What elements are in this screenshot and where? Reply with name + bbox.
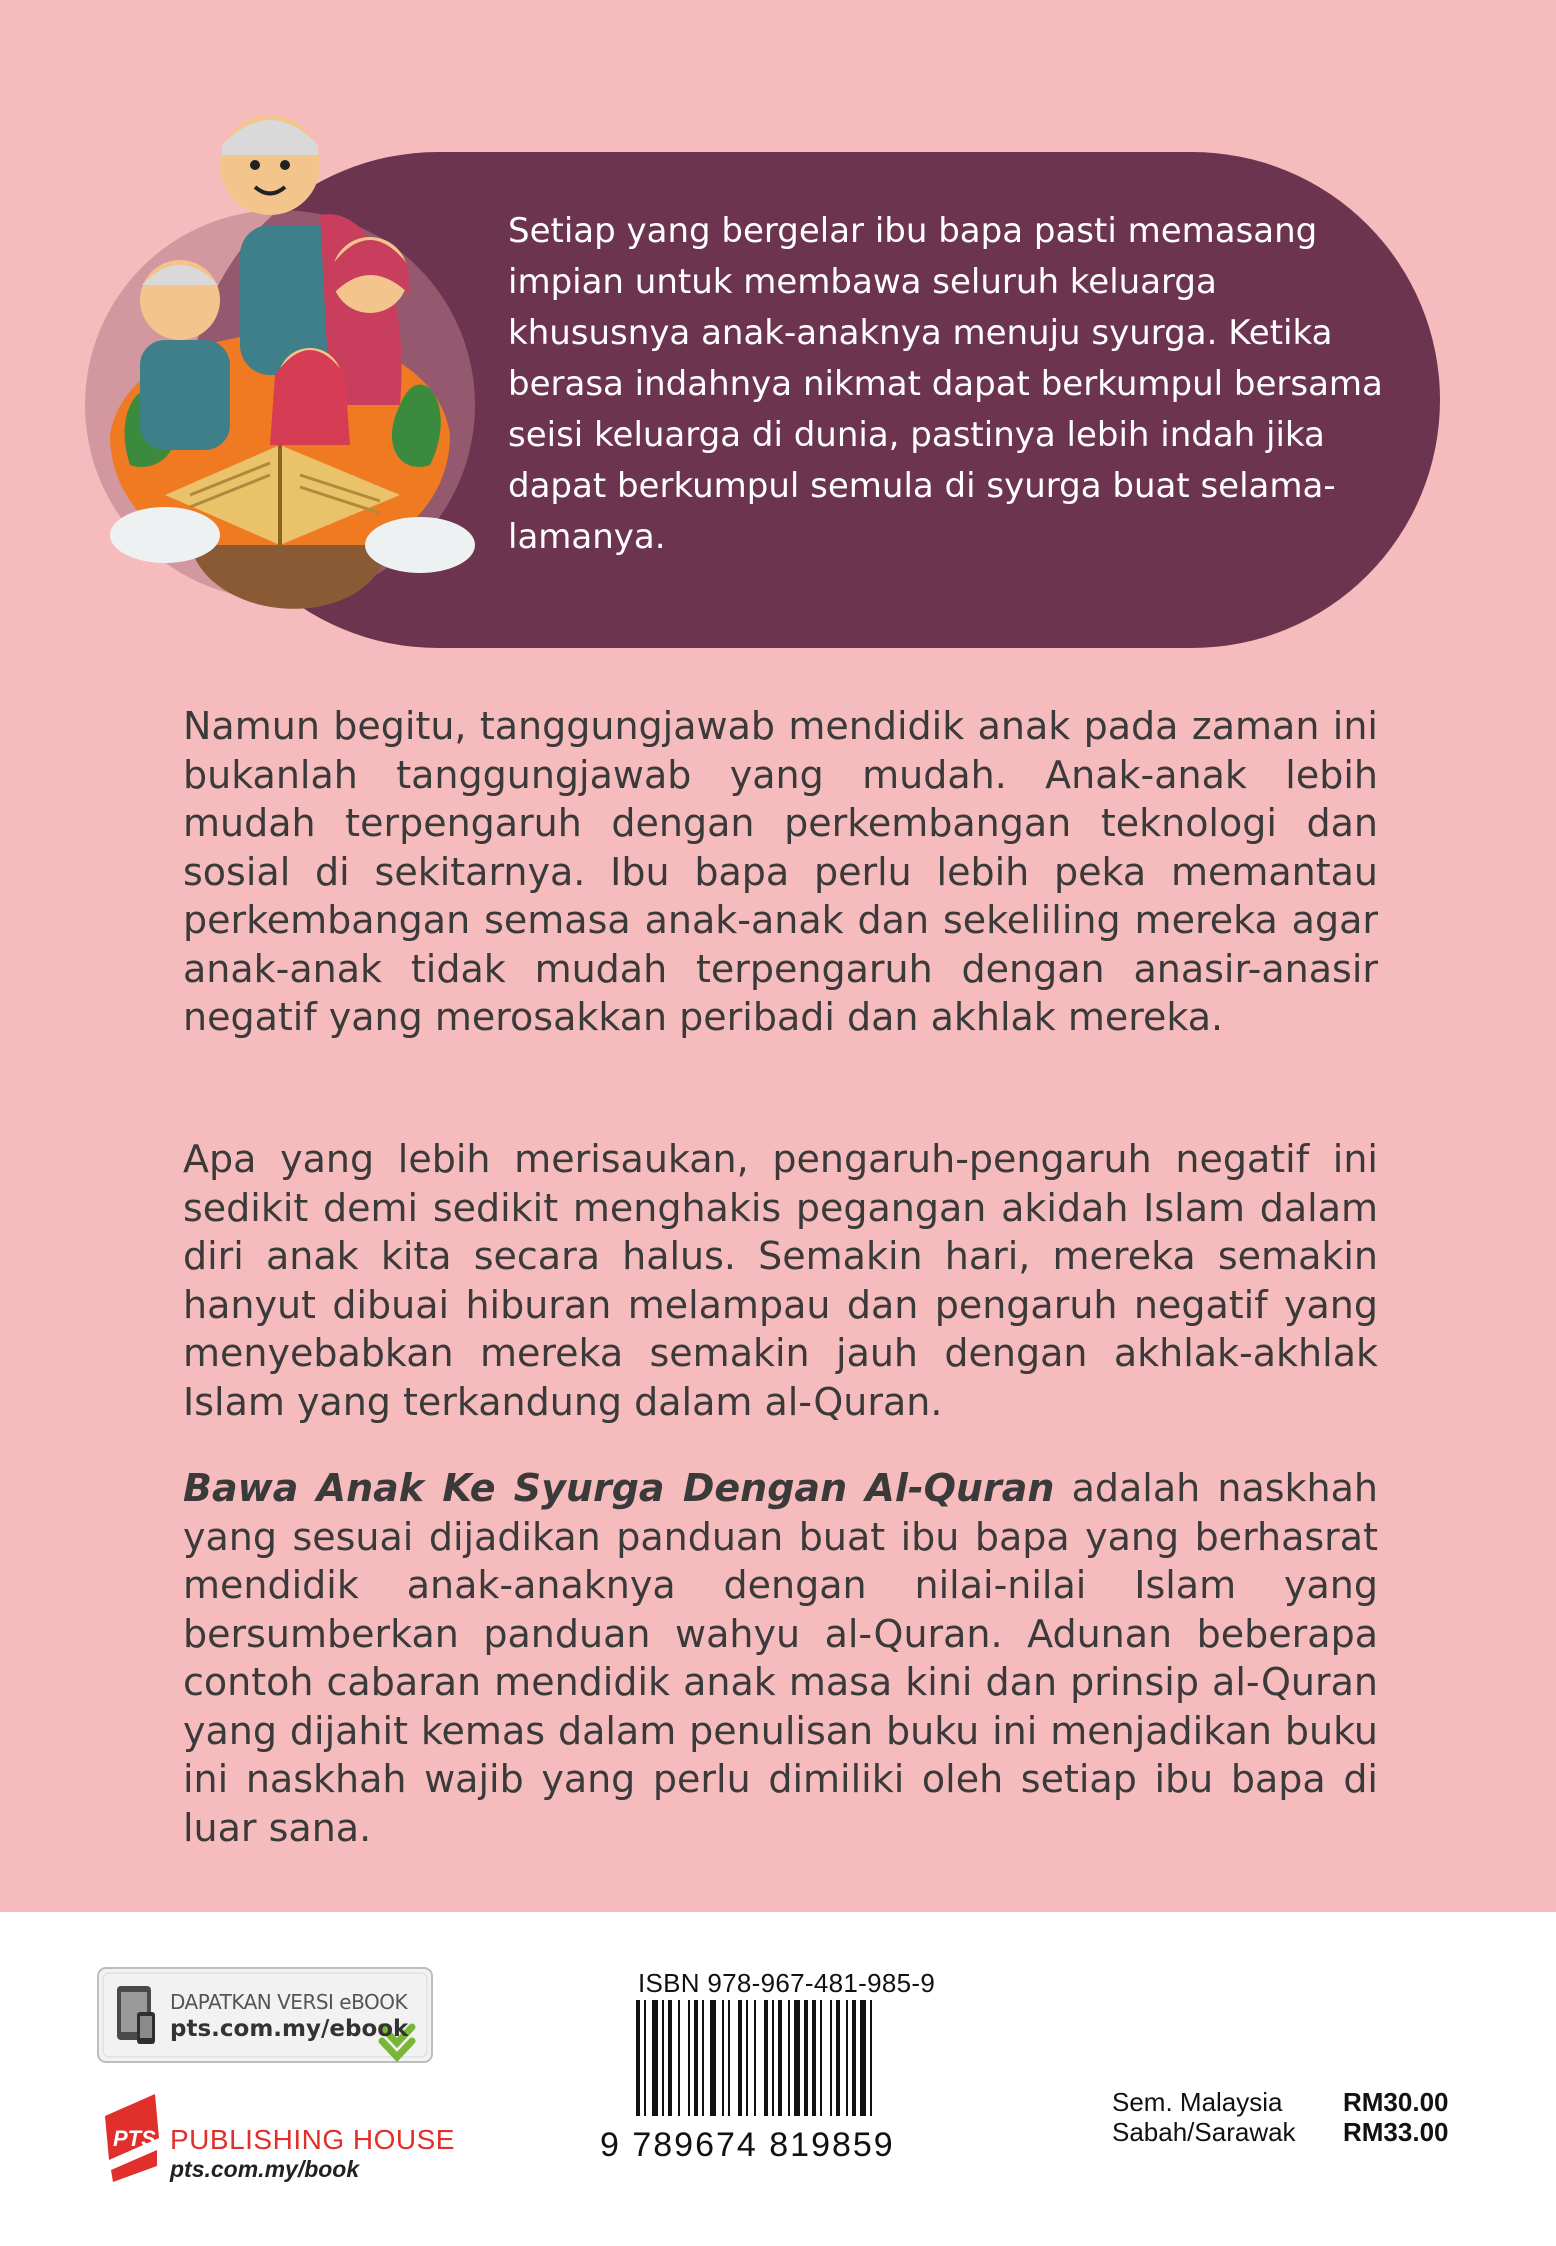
- barcode-number: 9 789674 819859: [600, 2126, 895, 2164]
- barcode-bar: [644, 2000, 646, 2116]
- price-region-east: Sabah/Sarawak: [1112, 2117, 1296, 2147]
- barcode-bar: [830, 2000, 832, 2116]
- description-paragraph-3: [183, 1464, 1378, 1852]
- barcode-bar: [710, 2000, 716, 2116]
- barcode-bar: [728, 2000, 730, 2116]
- barcode-bar: [778, 2000, 782, 2116]
- price-east: RM33.00: [1343, 2117, 1449, 2147]
- tablet-icon: [111, 1984, 159, 2048]
- barcode-bar: [662, 2000, 664, 2116]
- barcode-bar: [754, 2000, 756, 2116]
- barcode-bar: [812, 2000, 816, 2116]
- description-paragraph-2: Apa yang lebih merisaukan, pengaruh-pengaruh negatif ini sedikit demi sedikit menghakis pegangan akidah Islam dalam diri anak kita secara halus. Semakin hari, mereka semakin hanyut dibuai hiburan melampau dan pengaruh negatif yang menyebabkan mereka semakin jauh dengan akhlak-akhlak Islam yang terkandung dalam al-Quran.: [183, 1137, 1378, 1424]
- publisher-url: pts.com.my/book: [170, 2156, 360, 2182]
- barcode-bar: [870, 2000, 872, 2116]
- price-region-peninsular: Sem. Malaysia: [1112, 2087, 1283, 2117]
- barcode-bar: [836, 2000, 840, 2116]
- barcode-bar: [652, 2000, 658, 2116]
- barcode-bar: [772, 2000, 774, 2116]
- ebook-url: pts.com.my/ebook: [170, 2016, 409, 2042]
- barcode-bar: [794, 2000, 800, 2116]
- barcode-bar: [668, 2000, 672, 2116]
- barcode-bar: [702, 2000, 704, 2116]
- publisher-name: PUBLISHING HOUSE: [170, 2124, 455, 2155]
- ebook-label: DAPATKAN VERSI eBOOK: [170, 1990, 408, 2014]
- barcode-bar: [820, 2000, 822, 2116]
- pts-logo-icon: [97, 2088, 167, 2184]
- barcode-bar: [678, 2000, 680, 2116]
- barcode-bar: [804, 2000, 808, 2116]
- description-paragraph-3-text: adalah naskhah yang sesuai dijadikan panduan buat ibu bapa yang berhasrat mendidik anak-anaknya dengan nilai-nilai Islam yang bersumberkan panduan wahyu al-Quran. Adunan beberapa contoh cabaran mendidik anak masa kini dan prinsip al-Quran yang dijahit kemas dalam penulisan buku ini menjadikan buku ini naskhah wajib yang perlu dimiliki oleh setiap ibu bapa di luar sana.: [183, 1466, 1378, 1850]
- barcode-bar: [746, 2000, 748, 2116]
- barcode-bar: [852, 2000, 856, 2116]
- family-reading-quran-illustration: [70, 105, 490, 665]
- barcode-bar: [738, 2000, 742, 2116]
- barcode-bar: [694, 2000, 698, 2116]
- barcode-bar: [636, 2000, 640, 2116]
- price-peninsular: RM30.00: [1343, 2087, 1449, 2117]
- isbn-label: ISBN 978-967-481-985-9: [638, 1968, 936, 1998]
- barcode-bar: [846, 2000, 848, 2116]
- pts-logo-text: PTS: [113, 2126, 156, 2151]
- barcode-bar: [722, 2000, 724, 2116]
- barcode-bar: [688, 2000, 690, 2116]
- barcode-bar: [860, 2000, 866, 2116]
- book-title: Bawa Anak Ke Syurga Dengan Al-Quran: [183, 1466, 1055, 1510]
- barcode-bar: [788, 2000, 790, 2116]
- isbn-barcode: [632, 2000, 932, 2116]
- barcode-bar: [764, 2000, 768, 2116]
- blurb-text: Setiap yang bergelar ibu bapa pasti memasang impian untuk membawa seluruh keluarga khususnya anak-anaknya menuju syurga. Ketika berasa indahnya nikmat dapat berkumpul bersama seisi keluarga di dunia, pastinya lebih indah jika dapat berkumpul semula di syurga buat selama-lamanya.: [508, 211, 1383, 557]
- description-paragraph-1: Namun begitu, tanggungjawab mendidik anak pada zaman ini bukanlah tanggungjawab yang mudah. Anak-anak lebih mudah terpengaruh dengan perkembangan teknologi dan sosial di sekitarnya. Ibu bapa perlu lebih peka memantau perkembangan semasa anak-anak dan sekeliling mereka agar anak-anak tidak mudah terpengaruh dengan anasir-anasir negatif yang merosakkan peribadi dan akhlak mereka.: [183, 704, 1378, 1039]
